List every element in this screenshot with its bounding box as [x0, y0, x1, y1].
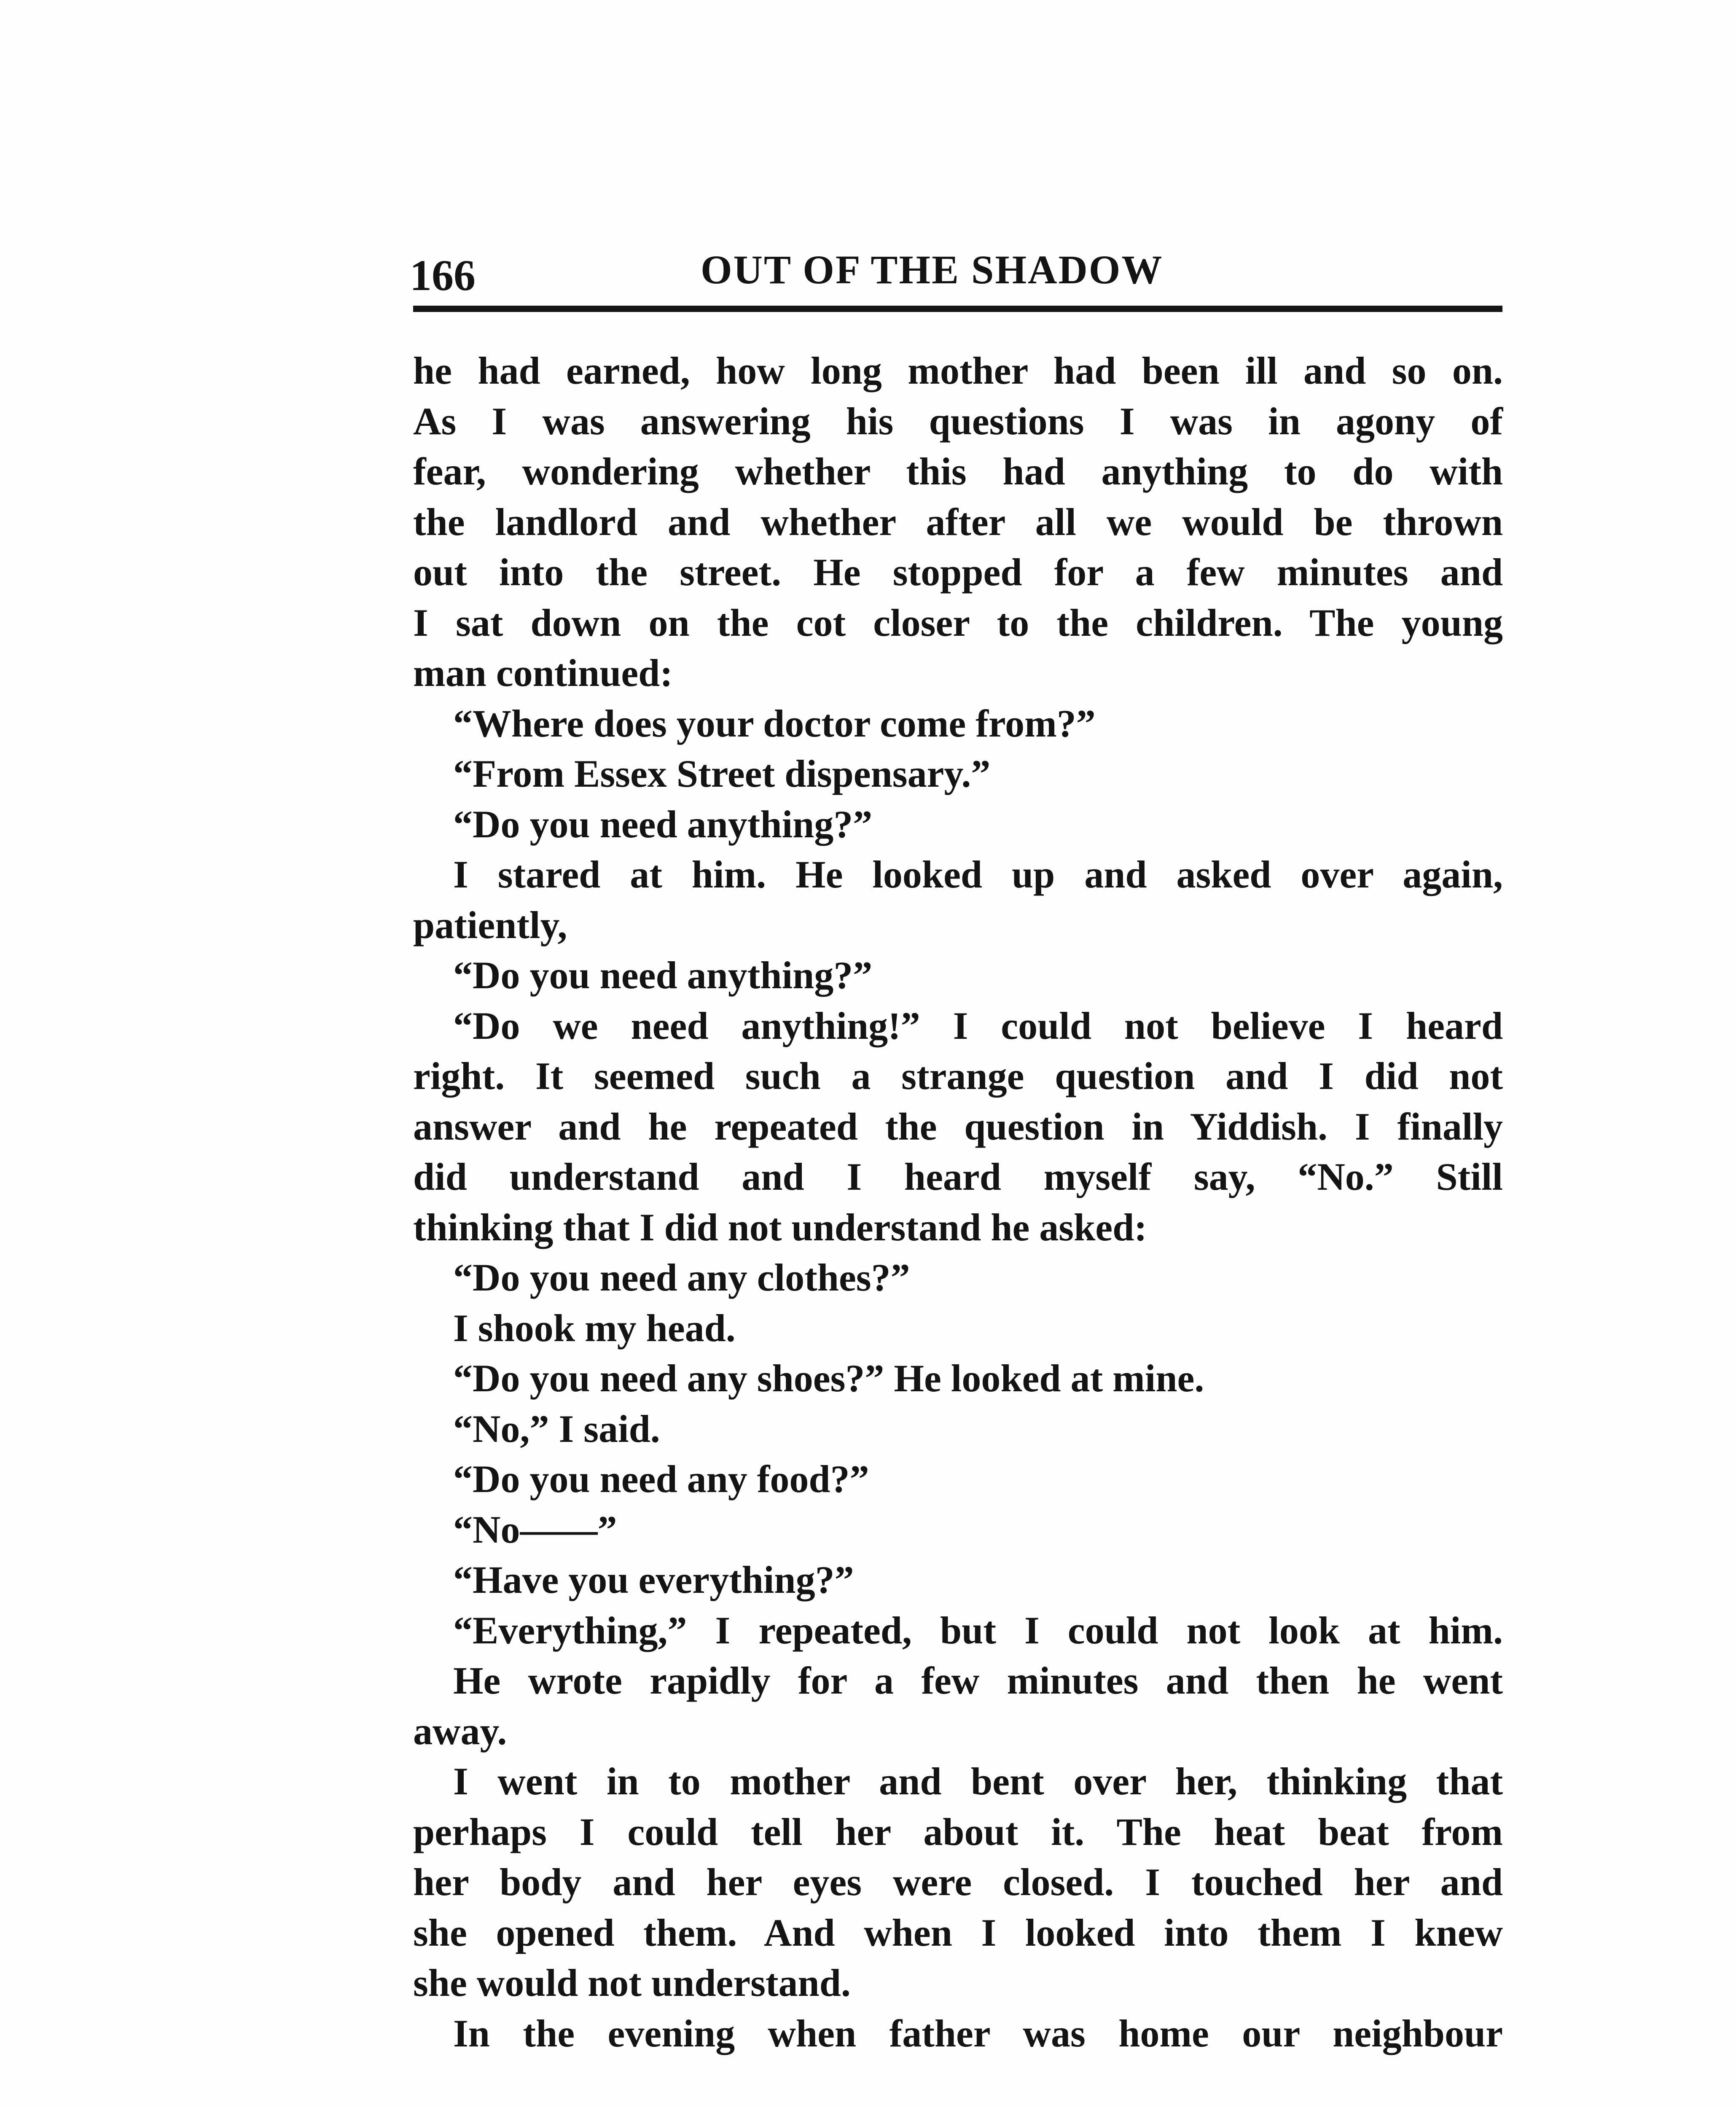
text-line: perhaps I could tell her about it. The heat beat from [413, 1810, 1503, 1853]
text-line: “Everything,” I repeated, but I could not look at him. [453, 1608, 1503, 1652]
text-line: he had earned, how long mother had been ill and so on. [413, 349, 1503, 392]
text-line: “Do you need anything?” [453, 802, 873, 846]
text-line: “Do you need any shoes?” He looked at mine. [453, 1357, 1204, 1400]
page-header [410, 247, 1502, 301]
text-line: the landlord and whether after all we would be thrown [413, 500, 1503, 543]
text-line: I went in to mother and bent over her, thinking that [453, 1760, 1503, 1803]
text-line: “Have you everything?” [453, 1558, 854, 1601]
text-line: she would not understand. [413, 1961, 851, 2004]
text-line: her body and her eyes were closed. I touched her and [413, 1861, 1503, 1904]
text-line: He wrote rapidly for a few minutes and then he went [453, 1659, 1503, 1702]
text-line: “Where does your doctor come from?” [453, 702, 1096, 745]
text-line: “From Essex Street dispensary.” [453, 752, 991, 795]
running-head-title: OUT OF THE SHADOW [701, 247, 1164, 292]
text-line: In the evening when father was home our neighbour [453, 2011, 1503, 2055]
text-line: patiently, [413, 903, 567, 946]
text-line: did understand and I heard myself say, “No.” Still [413, 1155, 1503, 1198]
text-line: I sat down on the cot closer to the children. The young [413, 601, 1503, 644]
text-line: “Do you need any clothes?” [453, 1256, 910, 1299]
text-line: man continued: [413, 651, 673, 694]
text-line: she opened them. And when I looked into them I knew [413, 1911, 1503, 1954]
text-line: “Do you need any food?” [453, 1457, 869, 1500]
text-line: thinking that I did not understand he asked: [413, 1205, 1147, 1249]
text-line: I stared at him. He looked up and asked over again, [453, 853, 1503, 896]
text-line: right. It seemed such a strange question and I did not [413, 1054, 1503, 1097]
text-line: away. [413, 1709, 507, 1753]
body-text [413, 346, 1503, 2059]
text-line: I shook my head. [453, 1306, 736, 1350]
text-line: fear, wondering whether this had anything to do with [413, 450, 1503, 493]
text-line: As I was answering his questions I was in agony of [413, 399, 1503, 443]
text-line: “Do we need anything!” I could not believe I heard [453, 1004, 1503, 1047]
text-line: “No——” [453, 1508, 617, 1551]
page-number: 166 [410, 251, 476, 300]
text-line: “No,” I said. [453, 1407, 660, 1450]
text-line: answer and he repeated the question in Yiddish. I finally [413, 1105, 1503, 1148]
text-line: out into the street. He stopped for a few minutes and [413, 551, 1503, 594]
text-line: “Do you need anything?” [453, 954, 873, 997]
header-rule [413, 306, 1502, 312]
